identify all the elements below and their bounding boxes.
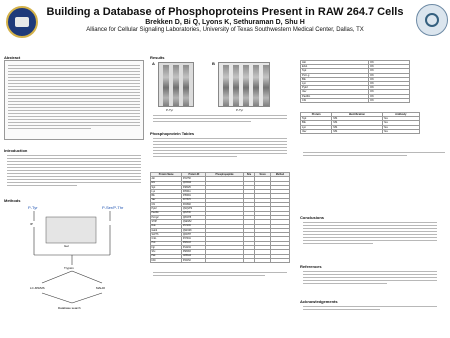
table-cell: Yes: [382, 125, 419, 129]
table-cell: Q63844: [182, 181, 206, 185]
table1-caption: [150, 270, 290, 278]
figure1-caption: [150, 113, 290, 125]
table-cell: Q9ES52: [182, 220, 206, 224]
right-table-2: [300, 112, 420, 140]
poster-affiliation: Alliance for Cellular Signaling Laboratories, University of Texas Southwestern Medical Center, Dallas, TX: [86, 27, 364, 33]
method-maldi-label: MALDI: [96, 286, 106, 290]
table-cell: MS: [332, 117, 382, 121]
table-cell: Lyn: [151, 190, 182, 194]
table-cell: Btk: [301, 121, 332, 125]
table-cell: OK: [369, 65, 410, 69]
abstract-text-block: [4, 60, 144, 140]
table-cell: P31750: [182, 177, 206, 181]
table-cell: P22682: [182, 203, 206, 207]
table-cell: MS: [332, 121, 382, 125]
table-cell: MS: [332, 125, 382, 129]
table-cell: P14234: [182, 246, 206, 250]
table-cell: OK: [369, 77, 410, 81]
table-cell: Syk: [301, 69, 369, 73]
table-cell: P48025: [182, 185, 206, 189]
university-seal-logo: [6, 6, 38, 38]
poster-header: [0, 0, 450, 44]
method-gel-label: Gel: [64, 244, 69, 248]
main-table-header: Protein ID: [182, 173, 206, 177]
table-cell: Btk: [301, 77, 369, 81]
right-table-1: [300, 60, 410, 106]
table-cell: Q9QVP9: [182, 207, 206, 211]
table-cell: Lyn: [301, 125, 332, 129]
phospho-tables-heading: Phosphoprotein Tables: [150, 131, 195, 136]
table-cell: Q9Z1S8: [182, 228, 206, 232]
table-cell: Lyn: [301, 81, 369, 85]
table-cell: [243, 258, 255, 262]
table-cell: [270, 258, 289, 262]
table-cell: O88643: [182, 254, 206, 258]
table-cell: Paxillin: [151, 211, 182, 215]
alliance-logo: [416, 4, 448, 36]
table-cell: P08103: [182, 241, 206, 245]
acknowledgements-text-block: [300, 304, 440, 314]
table-cell: Gab2: [151, 228, 182, 232]
table-cell: Vav: [151, 198, 182, 202]
table-cell: Akt: [301, 61, 369, 65]
table-cell: P35991: [182, 194, 206, 198]
acknowledgements-heading: Acknowledgements: [300, 299, 338, 304]
table-cell: OK: [369, 69, 410, 73]
references-text-block: [300, 269, 440, 297]
table-cell: P47941: [182, 237, 206, 241]
blot-axis-ptyr-b: P-Tyr: [236, 108, 244, 112]
table-cell: Yes: [382, 121, 419, 125]
table-cell: P98083: [182, 250, 206, 254]
table-cell: Akt: [151, 177, 182, 181]
table-cell: PLC-g: [301, 73, 369, 77]
western-blot-a: [158, 62, 194, 107]
table-cell: Btk: [151, 194, 182, 198]
method-label-pserthr: P-Ser/P-Thr: [102, 205, 124, 210]
abstract-heading: Abstract: [4, 55, 21, 60]
table-cell: Erk: [151, 181, 182, 185]
phospho-text-block: [150, 136, 290, 168]
table-cell: OK: [369, 61, 410, 65]
main-table-header: Site: [243, 173, 255, 177]
table-cell: PLCg2: [151, 215, 182, 219]
table-cell: Cbl: [301, 98, 369, 102]
table-cell: Pyk2: [301, 86, 369, 90]
western-blot-b: [218, 62, 270, 107]
methods-heading: Methods: [4, 198, 21, 203]
main-table-header: Method: [270, 173, 289, 177]
blot-axis-ptyr-a: P-Tyr: [166, 108, 174, 112]
table-cell: OK: [369, 98, 410, 102]
poster-title: Building a Database of Phosphoproteins Present in RAW 264.7 Cells: [46, 6, 404, 18]
table-cell: P27870: [182, 198, 206, 202]
method-ip-label: IP: [30, 222, 33, 226]
rt2-header: Protein: [301, 113, 332, 117]
table-cell: Vav: [301, 129, 332, 133]
table-row: [151, 258, 290, 262]
table-cell: Erk1: [301, 65, 369, 69]
methods-workflow-diagram: [6, 203, 142, 313]
table-cell: OK: [369, 86, 410, 90]
main-table-header: Score: [255, 173, 271, 177]
table-cell: FAK: [151, 258, 182, 262]
method-trypsin-label: Trypsin: [64, 266, 74, 270]
table-cell: Vav: [301, 90, 369, 94]
conclusions-heading: Conclusions: [300, 215, 325, 220]
table-cell: Q8VI36: [182, 211, 206, 215]
table-cell: Paxillin: [301, 94, 369, 98]
rt2-header: Antibody: [382, 113, 419, 117]
phosphoprotein-main-table: [150, 172, 290, 267]
method-label-ptyr: P-Tyr: [28, 205, 38, 210]
table-cell: Syk: [151, 185, 182, 189]
table-cell: MS: [332, 129, 382, 133]
table-cell: CrkL: [151, 237, 182, 241]
table-cell: Cbl: [151, 203, 182, 207]
table-cell: Fgr: [151, 246, 182, 250]
table-cell: [206, 258, 243, 262]
table-cell: OK: [369, 90, 410, 94]
blot-label-a: A: [152, 61, 155, 66]
table-row: [301, 129, 420, 133]
table-cell: Yes: [382, 129, 419, 133]
table-cell: P97465: [182, 224, 206, 228]
table-cell: P25911: [182, 190, 206, 194]
blot-label-b: B: [212, 61, 215, 66]
table-cell: Q8CIH5: [182, 215, 206, 219]
references-heading: References: [300, 264, 322, 269]
rt2-header: Identification: [332, 113, 382, 117]
poster-authors: Brekken D, Bi Q, Lyons K, Sethuraman D, Shu H: [145, 19, 305, 26]
table-cell: Q60787: [182, 233, 206, 237]
table-cell: OK: [369, 94, 410, 98]
results-heading: Results: [150, 55, 165, 60]
method-lcms-label: LC-MS/MS: [30, 286, 45, 290]
table-cell: Yes: [382, 117, 419, 121]
table-cell: Syk: [301, 117, 332, 121]
table-cell: P34152: [182, 258, 206, 262]
method-gel-image: [46, 217, 96, 243]
main-table-header: Protein Name: [151, 173, 182, 177]
table-cell: Pak: [151, 254, 182, 258]
method-search-label: Database search: [58, 306, 81, 310]
introduction-text-block: [4, 153, 144, 193]
conclusions-text-block: [300, 220, 440, 260]
introduction-heading: Introduction: [4, 148, 28, 153]
table-cell: [255, 258, 271, 262]
table-row: [301, 98, 410, 102]
table-cell: SHIP: [151, 220, 182, 224]
table-cell: Shc: [151, 250, 182, 254]
table-cell: SLP76: [151, 233, 182, 237]
table-cell: Pyk2: [151, 207, 182, 211]
table-cell: OK: [369, 73, 410, 77]
figure2-caption: [300, 150, 448, 164]
table-cell: OK: [369, 81, 410, 85]
table-cell: Dok: [151, 224, 182, 228]
table-cell: Hck: [151, 241, 182, 245]
main-table-header: Phosphopeptide: [206, 173, 243, 177]
